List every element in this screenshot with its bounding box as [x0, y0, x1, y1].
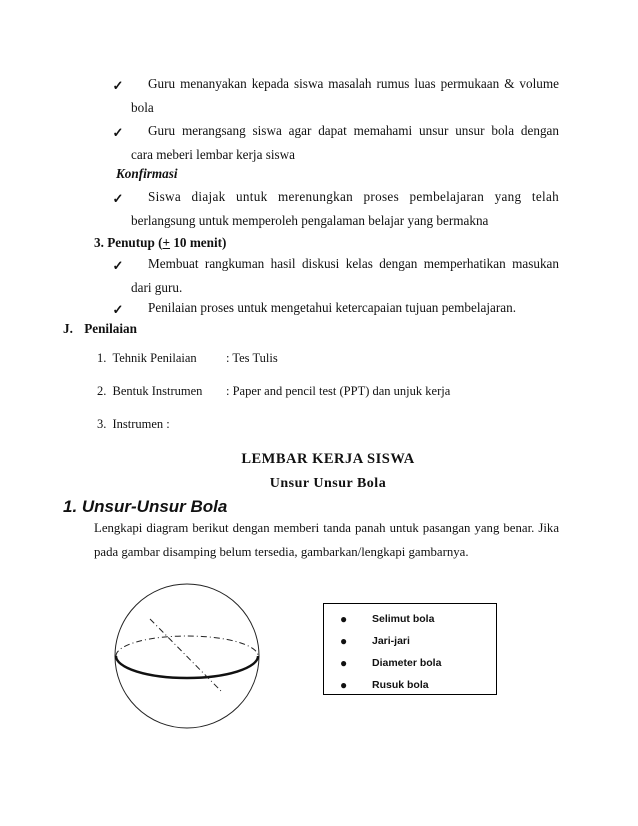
list-item-text: cara meberi lembar kerja siswa: [131, 147, 296, 162]
lks-title: LEMBAR KERJA SISWA: [241, 451, 415, 467]
penilaian-item: [97, 417, 170, 432]
section-instruction: pada gambar disamping belum tersedia, gambarkan/lengkapi gambarnya.: [94, 545, 469, 559]
bullet-icon: ●: [340, 656, 348, 670]
check-icon: ✓: [112, 302, 124, 317]
penilaian-item: [97, 384, 202, 399]
legend-box: [323, 603, 497, 695]
item-number: 1.: [97, 351, 107, 365]
sphere-diagram: [100, 578, 280, 738]
section-heading: 1. Unsur-Unsur Bola: [63, 497, 228, 516]
legend-item: [324, 674, 496, 696]
radius-line: [150, 619, 222, 692]
list-item-text: bola: [131, 100, 154, 115]
item-number: 2.: [97, 384, 107, 398]
list-item-text: dari guru.: [131, 280, 183, 295]
penilaian-letter: J.: [63, 321, 73, 336]
list-item-text: Guru menanyakan kepada siswa masalah rumus luas permukaan & volume: [148, 76, 559, 91]
item-label: Tehnik Penilaian: [112, 351, 197, 365]
legend-label: Rusuk bola: [372, 679, 429, 691]
list-item-text: Membuat rangkuman hasil diskusi kelas dengan memperhatikan masukan: [148, 256, 559, 271]
legend-label: Selimut bola: [372, 613, 435, 625]
legend-label: Diameter bola: [372, 657, 442, 669]
penilaian-heading: [63, 317, 137, 341]
konfirmasi-label: Konfirmasi: [116, 166, 178, 181]
penutup-duration: 10 menit): [170, 235, 227, 250]
list-item-text: Penilaian proses untuk mengetahui ketercapaian tujuan pembelajaran.: [148, 300, 517, 315]
bullet-icon: ●: [340, 634, 348, 648]
legend-item: [324, 652, 496, 674]
list-item-text: Siswa diajak untuk merenungkan proses pembelajaran yang telah: [148, 189, 559, 204]
bullet-icon: ●: [340, 678, 348, 692]
check-icon: ✓: [112, 191, 124, 206]
equator-front-arc: [116, 656, 258, 678]
check-icon: ✓: [112, 258, 124, 273]
item-value: : Tes Tulis: [226, 351, 278, 365]
penilaian-title: Penilaian: [84, 321, 137, 336]
list-item-text: Guru merangsang siswa agar dapat memahami unsur unsur bola dengan: [148, 123, 559, 138]
bullet-icon: ●: [340, 612, 348, 626]
check-icon: ✓: [112, 78, 124, 93]
legend-item: [324, 608, 496, 630]
check-icon: ✓: [112, 125, 124, 140]
penutup-number: 3.: [94, 235, 104, 250]
equator-back-arc: [116, 636, 258, 656]
item-label: Instrumen :: [112, 417, 170, 431]
list-item-text: berlangsung untuk memperoleh pengalaman belajar yang bermakna: [131, 213, 489, 228]
legend-label: Jari-jari: [372, 635, 410, 647]
plusminus-glyph: +: [162, 235, 171, 250]
item-number: 3.: [97, 417, 107, 431]
penilaian-item: [97, 351, 197, 366]
item-value: : Paper and pencil test (PPT) dan unjuk kerja: [226, 384, 451, 398]
lks-subtitle: Unsur Unsur Bola: [269, 476, 387, 491]
item-label: Bentuk Instrumen: [112, 384, 203, 398]
legend-item: [324, 630, 496, 652]
section-instruction: Lengkapi diagram berikut dengan memberi tanda panah untuk pasangan yang benar. Jika: [94, 521, 559, 535]
penutup-text: Penutup (: [107, 235, 163, 250]
